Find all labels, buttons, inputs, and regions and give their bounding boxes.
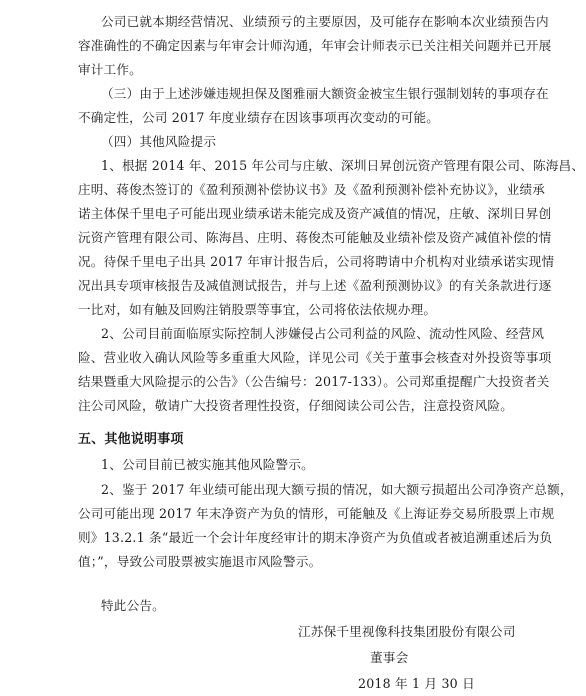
text-line: 注公司风险，敬请广大投资者理性投资，仔细阅读公司公告，注意投资风险。: [78, 398, 513, 413]
announcement-date: 2018 年 1 月 30 日: [358, 676, 475, 691]
company-name: 江苏保千里视像科技集团股份有限公司: [298, 624, 516, 639]
text-line: 结果暨重大风险提示的公告》（公告编号：2017-133）。公司郑重提醒广大投资者关: [78, 374, 550, 389]
text-line: （三）由于上述涉嫌违规担保及图雅丽大额资金被宝生银行强制划转的事项存在: [101, 86, 549, 101]
text-line: 值；”，导致公司股票被实施退市风险警示。: [78, 554, 322, 569]
text-line: 公司已就本期经营情况、业绩预亏的主要原因，及可能存在影响本次业绩预告内: [101, 14, 549, 29]
text-line: 况。待保千里电子出具 2017 年审计报告后，公司将聘请中介机构对业绩承诺实现情: [78, 254, 555, 269]
text-line: 2、鉴于 2017 年业绩可能出现大额亏损的情况，如大额亏损超出公司净资产总额，: [101, 482, 573, 497]
text-line: 一比对，如有触及回购注销股票等事宜，公司将依法依规办理。: [78, 302, 437, 317]
text-line: 公司可能出现 2017 年末净资产为负的情形，可能触及《上海证券交易所股票上市规: [78, 506, 555, 521]
closing-text: 特此公告。: [101, 598, 165, 613]
text-line: 则》13.2.1 条“最近一个会计年度经审计的期末净资产为负值或者被追溯重述后为负: [78, 530, 553, 545]
text-line: 诺主体保千里电子可能出现业绩承诺未能完成及资产减值的情况，庄敏、深圳日昇创: [78, 206, 552, 221]
text-line: 不确定性，公司 2017 年度业绩存在因该事项再次变动的可能。: [78, 110, 440, 125]
board-signature: 董事会: [370, 650, 409, 665]
text-line: 况出具专项审核报告及减值测试报告，并与上述《盈利预测协议》的有关条款进行逐: [78, 278, 552, 293]
text-line: 险、营业收入确认风险等多重重大风险，详见公司《关于董事会核查对外投资等事项: [78, 350, 552, 365]
section-heading-other-matters: 五、其他说明事项: [78, 432, 184, 447]
section-heading-other-risks: （四）其他风险提示: [101, 134, 217, 149]
text-line: 2、公司目前面临原实际控制人涉嫌侵占公司利益的风险、流动性风险、经营风: [101, 326, 545, 341]
text-line: 1、公司目前已被实施其他风险警示。: [101, 457, 314, 472]
text-line: 容准确性的不确定因素与年审会计师沟通，年审会计师表示已关注相关问题并已开展: [78, 38, 552, 53]
text-line: 1、根据 2014 年、2015 年公司与庄敏、深圳日昇创沅资产管理有限公司、陈海昌、: [101, 158, 585, 173]
text-line: 沅资产管理有限公司、陈海昌、庄明、蒋俊杰可能触及业绩补偿及资产减值补偿的情: [78, 230, 552, 245]
text-line: 庄明、蒋俊杰签订的《盈利预测补偿协议书》及《盈利预测补偿补充协议》，业绩承: [78, 182, 546, 197]
text-line: 审计工作。: [78, 62, 142, 77]
